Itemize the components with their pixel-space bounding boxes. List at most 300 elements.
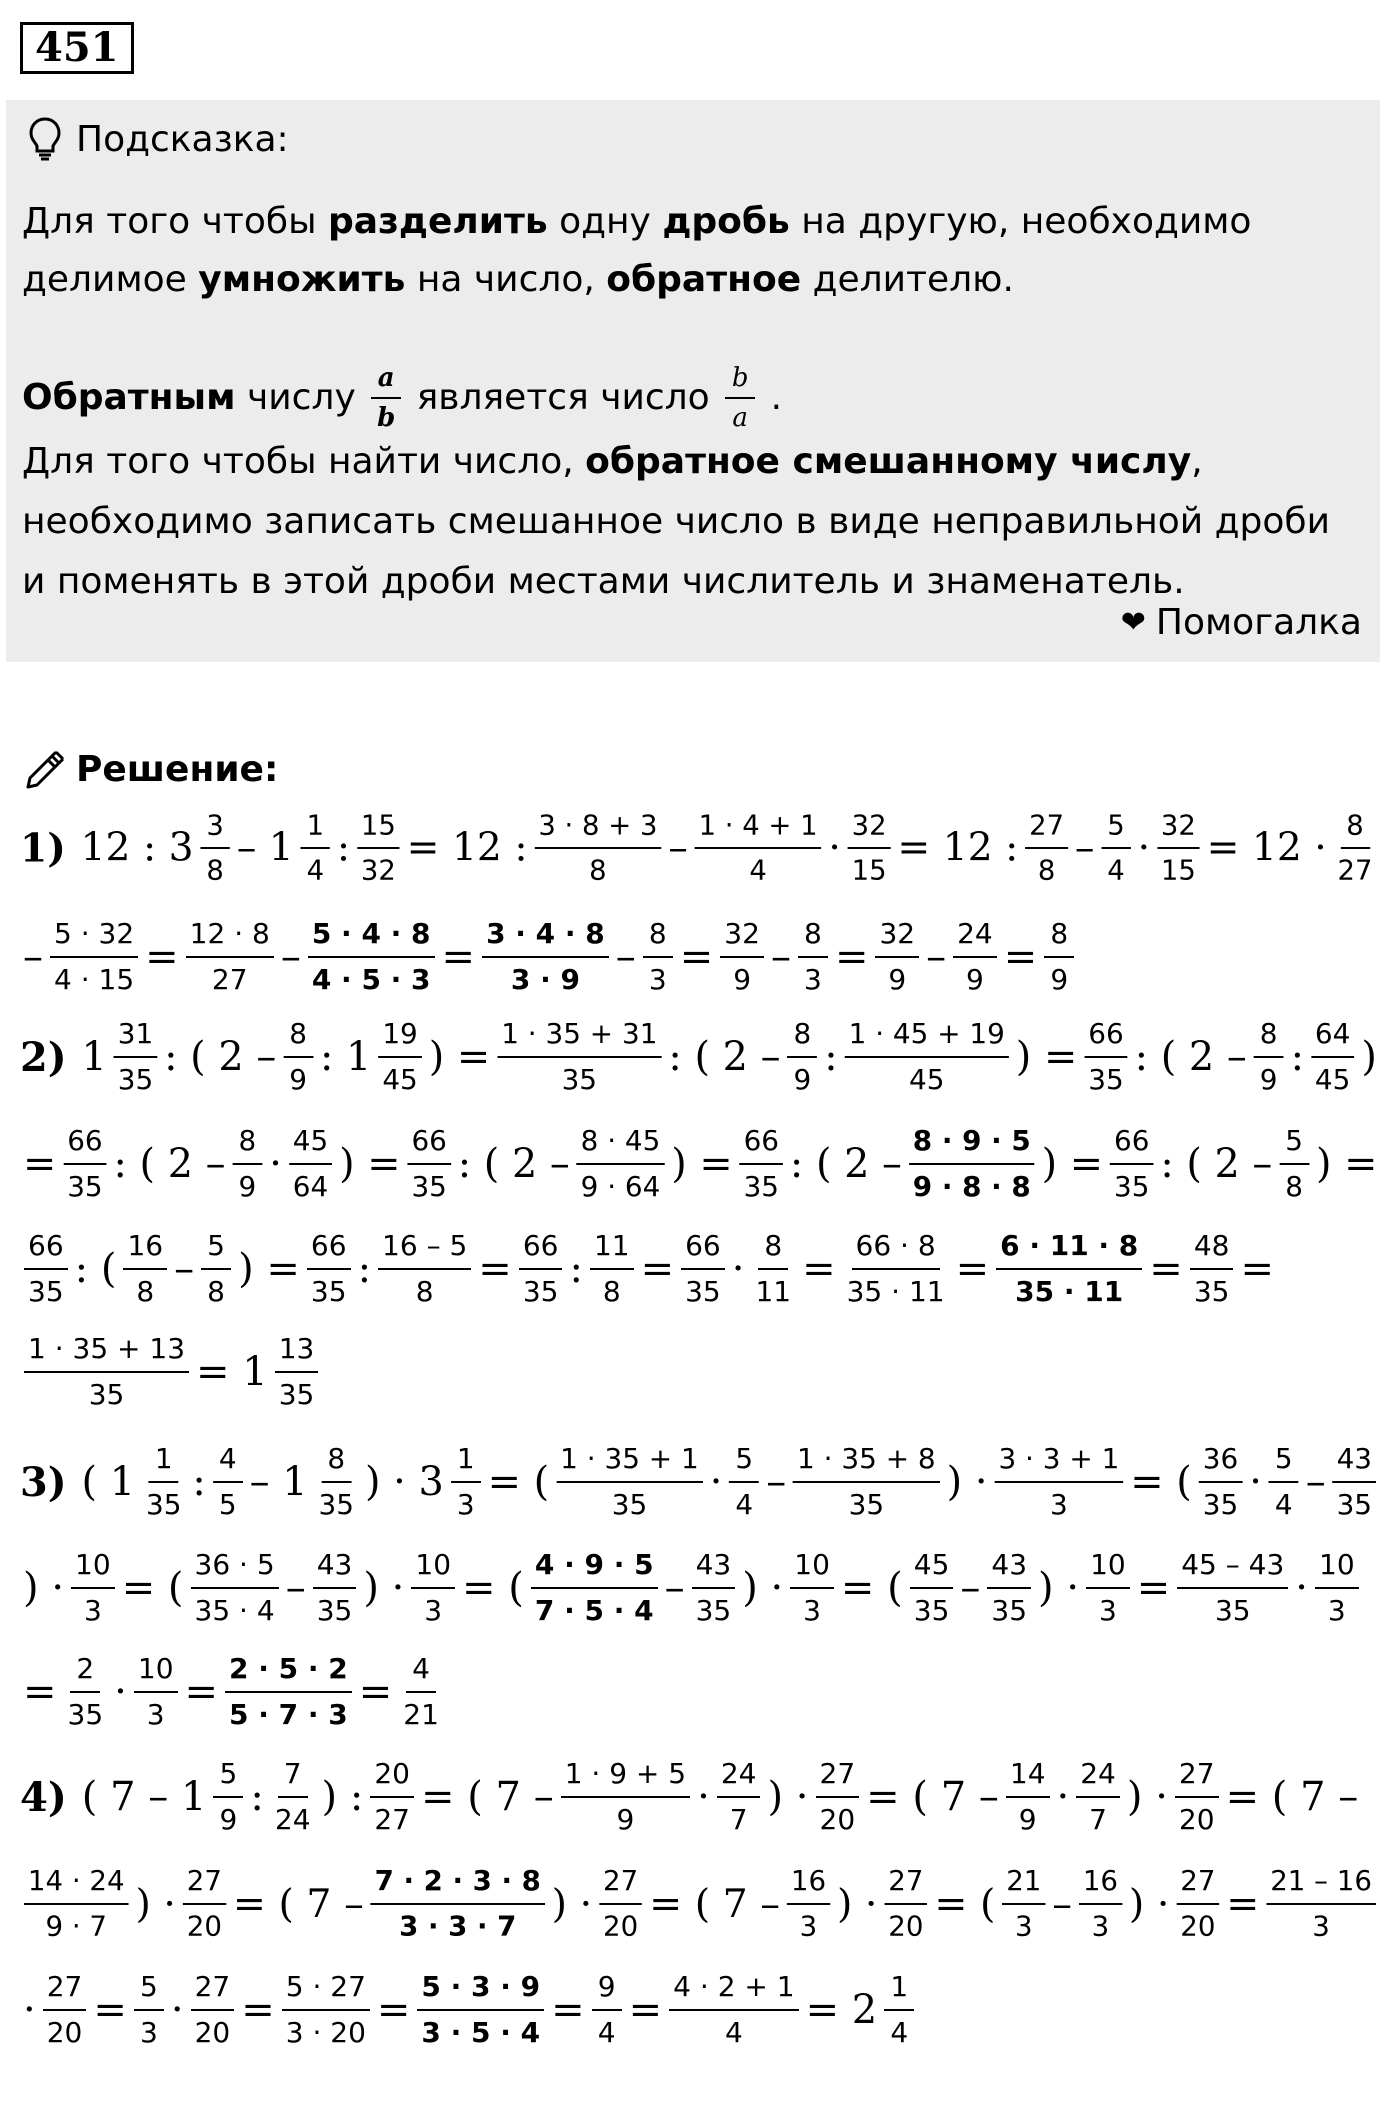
math-text: = ( 7 – xyxy=(1225,1774,1359,1820)
fraction xyxy=(289,1122,332,1205)
math-text: = xyxy=(93,1987,127,2033)
fraction xyxy=(1044,915,1074,999)
fraction xyxy=(24,1863,129,1946)
fraction-numerator: 4 · 9 · 5 xyxy=(531,1546,658,1589)
math-text: · xyxy=(709,1459,723,1505)
fraction-denominator: 27 xyxy=(374,1803,410,1836)
math-text: ) · xyxy=(135,1881,176,1927)
fraction-numerator: 21 – 16 xyxy=(1266,1863,1376,1905)
fraction-numerator: 45 xyxy=(910,1546,954,1589)
math-text: – xyxy=(1305,1459,1326,1505)
fraction-numerator: 8 xyxy=(1044,915,1074,958)
fraction xyxy=(643,915,673,999)
fraction-denominator: 4 xyxy=(890,2016,909,2049)
math-text: = 12 · xyxy=(1206,825,1327,871)
fraction-numerator: 1 · 35 + 13 xyxy=(24,1330,189,1373)
fraction-denominator: 9 xyxy=(238,1169,257,1203)
fraction-denominator: 20 xyxy=(46,2016,83,2049)
math-text: = xyxy=(23,1669,57,1715)
fraction-numerator: 4 · 2 + 1 xyxy=(669,1968,798,2011)
fraction-denominator: 4 · 15 xyxy=(54,963,135,996)
fraction-numerator: 1 · 45 + 19 xyxy=(845,1015,1009,1058)
fraction xyxy=(1334,807,1377,889)
fraction-numerator: 1 · 35 + 31 xyxy=(497,1015,661,1058)
fraction-denominator: 35 xyxy=(991,1594,1028,1627)
fraction-denominator: 8 xyxy=(1037,853,1056,887)
task-number: 451 xyxy=(20,22,134,74)
fraction xyxy=(308,915,435,999)
fraction-denominator: 15 xyxy=(1160,853,1196,887)
solution-line xyxy=(20,1650,447,1734)
fraction-numerator: 27 xyxy=(884,1863,927,1905)
fraction-denominator: 20 xyxy=(819,1803,856,1836)
hint-paragraph-3 xyxy=(22,362,782,434)
math-text: – xyxy=(23,934,43,980)
fraction-denominator: 9 xyxy=(616,1803,635,1836)
fraction-denominator: 3 · 9 xyxy=(510,963,580,996)
fraction-denominator: 35 xyxy=(1193,1275,1230,1308)
fraction-denominator: 5 · 7 · 3 xyxy=(229,1698,348,1731)
fraction-numerator: 66 xyxy=(407,1122,450,1165)
fraction xyxy=(313,1546,357,1630)
fraction xyxy=(751,1227,795,1311)
fraction xyxy=(275,1330,319,1414)
fraction-denominator: 35 xyxy=(743,1169,779,1203)
brand-label xyxy=(1121,602,1362,643)
fraction-numerator: 10 xyxy=(1315,1546,1359,1589)
hint-paragraph-4 xyxy=(22,432,1203,492)
fraction xyxy=(793,1440,940,1524)
solution-header xyxy=(22,746,278,792)
fraction xyxy=(482,915,609,999)
fraction-numerator: 66 xyxy=(681,1227,725,1270)
math-text: = xyxy=(22,1141,57,1187)
fraction-denominator: 3 xyxy=(803,1594,821,1627)
hint-text: . xyxy=(759,377,783,418)
fraction-numerator: 5 xyxy=(1101,807,1130,849)
math-text: : ( 2 – xyxy=(668,1034,781,1080)
fraction-numerator: 66 xyxy=(307,1227,351,1270)
fraction xyxy=(577,1122,665,1205)
hint-text: является число xyxy=(405,377,722,418)
fraction-numerator: 45 – 43 xyxy=(1177,1546,1288,1589)
fraction-denominator: 35 xyxy=(561,1062,598,1096)
fraction-denominator: 9 xyxy=(733,963,752,996)
fraction-numerator: 8 xyxy=(321,1440,351,1483)
math-text: = xyxy=(955,1246,990,1292)
fraction-numerator: 7 · 2 · 3 · 8 xyxy=(371,1863,545,1905)
fraction xyxy=(953,915,997,999)
fraction-numerator: 8 xyxy=(798,915,828,958)
fraction-denominator: 24 xyxy=(274,1803,311,1836)
fraction xyxy=(213,1440,243,1524)
math-text: : xyxy=(192,1459,206,1505)
fraction-numerator: 10 xyxy=(790,1546,834,1589)
math-text: 12 : 3 xyxy=(80,825,194,871)
fraction xyxy=(24,1330,189,1414)
math-text: · xyxy=(1295,1565,1309,1611)
fraction-denominator: 35 xyxy=(1336,1487,1373,1521)
math-text: = xyxy=(679,934,714,980)
math-text: – xyxy=(960,1565,981,1611)
fraction-numerator: 10 xyxy=(71,1546,115,1589)
math-text: · xyxy=(114,1669,127,1715)
fraction-numerator: 66 xyxy=(1110,1122,1153,1165)
fraction-denominator: 15 xyxy=(851,853,887,887)
fraction xyxy=(1101,807,1130,889)
math-text: ) = xyxy=(671,1141,733,1187)
fraction-denominator: 20 xyxy=(1180,1909,1216,1943)
fraction xyxy=(534,807,661,889)
math-text: · xyxy=(1137,825,1151,871)
fraction xyxy=(599,1863,642,1946)
math-text: – xyxy=(668,825,688,871)
math-text: = xyxy=(376,1987,411,2033)
fraction-denominator: 35 xyxy=(1202,1487,1239,1521)
brand-text: Помогалка xyxy=(1155,602,1362,643)
hint-term: обратное смешанному числу xyxy=(585,441,1192,482)
fraction-numerator: 4 xyxy=(213,1440,243,1483)
fraction-numerator: 48 xyxy=(1190,1227,1234,1270)
fraction xyxy=(987,1546,1031,1630)
math-text: = ( xyxy=(462,1565,524,1611)
fraction xyxy=(848,807,891,889)
math-text: : ( xyxy=(74,1246,117,1292)
fraction xyxy=(729,1440,759,1524)
fraction-denominator: 3 xyxy=(1098,1594,1117,1627)
fraction xyxy=(1079,1863,1122,1946)
math-text: ) = xyxy=(238,1246,300,1292)
math-text: · xyxy=(269,1141,282,1187)
fraction-denominator: 35 · 11 xyxy=(846,1275,945,1308)
fraction xyxy=(692,1546,736,1630)
math-text: : ( 2 – xyxy=(789,1141,902,1187)
math-text: : ( 2 – xyxy=(1160,1141,1273,1187)
fraction-denominator: 4 xyxy=(1107,853,1125,887)
fraction-numerator: 16 xyxy=(123,1227,167,1270)
fraction xyxy=(1190,1227,1234,1311)
fraction-denominator: 35 xyxy=(1214,1594,1251,1627)
fraction xyxy=(191,1546,279,1630)
fraction-denominator: 20 xyxy=(186,1909,222,1943)
fraction xyxy=(1269,1440,1299,1524)
fraction xyxy=(531,1546,658,1630)
math-text: : ( 2 – xyxy=(164,1034,277,1080)
math-text: ) · xyxy=(742,1565,784,1611)
fraction-numerator: 66 xyxy=(24,1227,68,1270)
fraction xyxy=(994,1440,1123,1524)
fraction-numerator: 8 xyxy=(232,1122,262,1165)
fraction-denominator: 35 xyxy=(28,1275,64,1308)
fraction-numerator: 5 · 4 · 8 xyxy=(308,915,435,958)
fraction-denominator: 5 xyxy=(218,1487,237,1521)
fraction-denominator: 35 xyxy=(695,1594,732,1627)
fraction-numerator: 5 xyxy=(213,1755,243,1798)
fraction-numerator: 3 xyxy=(200,807,229,849)
fraction xyxy=(787,1863,830,1946)
math-text: = xyxy=(1226,1881,1260,1927)
math-text: = ( xyxy=(1130,1459,1192,1505)
fraction-denominator: 35 xyxy=(88,1378,125,1411)
fraction xyxy=(497,1015,661,1099)
fraction-numerator: 2 xyxy=(70,1650,100,1693)
fraction-numerator: 1 · 35 + 8 xyxy=(793,1440,940,1483)
math-text: : 1 xyxy=(320,1034,372,1080)
math-text: – 1 xyxy=(249,1459,308,1505)
fraction xyxy=(183,1863,226,1946)
hint-title: Подсказка: xyxy=(76,118,289,160)
fraction-numerator: 14 xyxy=(1006,1755,1050,1798)
fraction-denominator: 64 xyxy=(292,1169,329,1203)
fraction-denominator: 8 xyxy=(415,1275,434,1308)
fraction-denominator: 45 xyxy=(382,1062,418,1096)
fraction-numerator: 5 xyxy=(729,1440,759,1483)
fraction-denominator: 4 xyxy=(597,2016,616,2049)
hint-term: умножить xyxy=(198,259,406,300)
fraction xyxy=(123,1227,167,1311)
fraction-numerator: 27 xyxy=(1025,807,1068,849)
fraction xyxy=(720,915,764,999)
fraction xyxy=(996,1227,1142,1311)
fraction-numerator: 3 · 4 · 8 xyxy=(482,915,609,958)
fraction xyxy=(1176,1863,1219,1946)
math-text: ) · xyxy=(767,1774,809,1820)
fraction xyxy=(371,1863,545,1946)
math-text: · xyxy=(697,1774,710,1820)
fraction-denominator: 27 xyxy=(1337,853,1373,887)
hint-text: числу xyxy=(235,377,368,418)
fraction-numerator: 27 xyxy=(183,1863,226,1905)
math-text: = 12 : xyxy=(406,825,528,871)
task-part-label: 3) xyxy=(20,1458,67,1506)
lightbulb-icon xyxy=(28,116,62,162)
math-text: – xyxy=(1074,825,1095,871)
fraction-numerator: 16 – 5 xyxy=(378,1227,471,1270)
fraction xyxy=(307,1227,351,1311)
hint-text: делителю. xyxy=(801,259,1014,300)
math-text: : xyxy=(336,825,351,871)
fraction-denominator: 35 · 4 xyxy=(194,1594,275,1627)
math-text: – xyxy=(615,934,636,980)
hint-text: Для того чтобы xyxy=(22,201,328,242)
fraction xyxy=(370,1755,414,1839)
fraction-numerator: 1 xyxy=(884,1968,914,2011)
fraction-denominator: 3 xyxy=(424,1594,443,1627)
fraction-numerator: 64 xyxy=(1311,1015,1354,1058)
fraction-denominator: 9 xyxy=(1259,1062,1278,1096)
math-text: · xyxy=(23,1987,36,2033)
fraction-numerator: 14 · 24 xyxy=(24,1863,129,1905)
math-text: – 1 xyxy=(236,825,294,871)
fraction-numerator: 27 xyxy=(1176,1863,1219,1905)
fraction-numerator: 24 xyxy=(953,915,997,958)
fraction-numerator: 8 · 45 xyxy=(577,1122,665,1165)
fraction-denominator: 4 xyxy=(724,2016,743,2049)
fraction-denominator: 9 xyxy=(1050,963,1069,996)
fraction-numerator: 9 xyxy=(592,1968,622,2011)
fraction-denominator: 3 xyxy=(799,1909,818,1943)
fraction-numerator: 36 · 5 xyxy=(191,1546,279,1589)
fraction-denominator: 3 xyxy=(83,1594,102,1627)
fraction-numerator: 1 xyxy=(451,1440,481,1483)
fraction xyxy=(843,1227,949,1311)
math-text: = xyxy=(640,1246,675,1292)
math-text: · xyxy=(1056,1774,1070,1820)
math-text: – xyxy=(1052,1881,1072,1927)
fraction xyxy=(411,1546,455,1630)
fraction-numerator: 13 xyxy=(275,1330,319,1373)
math-text: = xyxy=(145,934,179,980)
hint-term: обратное xyxy=(606,259,802,300)
fraction-numerator: 32 xyxy=(848,807,891,849)
fraction-numerator: 27 xyxy=(599,1863,642,1905)
fraction-denominator: 3 · 20 xyxy=(285,2016,366,2049)
fraction xyxy=(884,1863,927,1946)
fraction xyxy=(1076,1755,1120,1839)
fraction-numerator: 32 xyxy=(1157,807,1200,849)
fraction-denominator: 7 · 5 · 4 xyxy=(534,1594,654,1627)
fraction-denominator: 35 xyxy=(685,1275,721,1308)
fraction xyxy=(695,807,822,889)
fraction-denominator: 9 · 7 xyxy=(45,1909,108,1943)
fraction-denominator: 9 · 8 · 8 xyxy=(912,1169,1031,1203)
fraction-numerator: 43 xyxy=(313,1546,357,1589)
fraction-numerator: 8 xyxy=(787,1015,817,1058)
fraction xyxy=(875,915,919,999)
fraction-denominator: 35 xyxy=(411,1169,447,1203)
fraction xyxy=(910,1546,954,1630)
math-text: ) = xyxy=(1041,1141,1104,1187)
fraction-denominator: 35 xyxy=(145,1487,182,1521)
fraction-denominator: 4 xyxy=(735,1487,754,1521)
fraction-denominator: 9 xyxy=(289,1062,307,1096)
fraction-denominator: 8 xyxy=(207,1275,225,1308)
fraction-denominator: 3 · 5 · 4 xyxy=(421,2016,541,2049)
solution-title: Решение: xyxy=(76,748,279,790)
fraction xyxy=(1086,1546,1130,1630)
fraction-denominator: 3 xyxy=(804,963,822,996)
fraction xyxy=(519,1227,563,1311)
fraction-numerator: 27 xyxy=(816,1755,860,1798)
hint-text: на другую, необходимо xyxy=(789,201,1252,242)
fraction xyxy=(717,1755,761,1839)
fraction-numerator: 8 xyxy=(758,1227,788,1270)
fraction-a-b: a b xyxy=(371,362,401,434)
math-text: = xyxy=(441,934,476,980)
fraction-denominator: 35 xyxy=(117,1062,154,1096)
hint-term: дробь xyxy=(662,201,790,242)
fraction-denominator: 4 · 5 · 3 xyxy=(311,963,431,996)
fraction-denominator: 7 xyxy=(1089,1803,1107,1836)
fraction-denominator: 32 xyxy=(360,853,396,887)
math-text: · xyxy=(170,1987,184,2033)
fraction-denominator: 35 xyxy=(67,1169,103,1203)
fraction-denominator: 3 xyxy=(1091,1909,1110,1943)
math-text: · xyxy=(1249,1459,1262,1505)
fraction-numerator: 45 xyxy=(289,1122,332,1165)
math-text: ) · xyxy=(1126,1774,1168,1820)
fraction-denominator: 3 xyxy=(1015,1909,1033,1943)
fraction-denominator: 9 xyxy=(793,1062,812,1096)
fraction xyxy=(451,1440,481,1524)
math-text: ) · 3 xyxy=(364,1459,444,1505)
math-text: ) = xyxy=(339,1141,401,1187)
fraction-denominator: 20 xyxy=(194,2016,231,2049)
fraction-numerator: 5 · 3 · 9 xyxy=(417,1968,544,2011)
math-text: ) = xyxy=(428,1034,491,1080)
fraction-denominator: 35 xyxy=(310,1275,347,1308)
fraction-numerator: 3 · 3 + 1 xyxy=(994,1440,1123,1483)
fraction xyxy=(191,1968,235,2052)
fraction-numerator: 66 xyxy=(740,1122,783,1165)
fraction-numerator: 10 xyxy=(411,1546,455,1589)
fraction xyxy=(1157,807,1200,889)
math-text: – xyxy=(664,1565,685,1611)
math-text: – xyxy=(770,934,791,980)
fraction xyxy=(315,1440,358,1524)
fraction xyxy=(1199,1440,1242,1524)
solution-line xyxy=(20,1330,322,1414)
fraction-denominator: 3 xyxy=(1312,1909,1330,1943)
fraction xyxy=(50,915,138,999)
fraction xyxy=(787,1015,817,1099)
fraction-numerator: 43 xyxy=(1333,1440,1376,1483)
fraction-numerator: 27 xyxy=(191,1968,235,2011)
fraction xyxy=(134,1650,178,1734)
fraction xyxy=(1084,1015,1127,1099)
fraction-numerator: 11 xyxy=(590,1227,634,1270)
fraction-numerator: 24 xyxy=(717,1755,761,1798)
math-text: ( 1 xyxy=(81,1459,136,1505)
fraction xyxy=(845,1015,1009,1099)
math-text: ) : xyxy=(321,1774,364,1820)
fraction xyxy=(282,1968,370,2052)
fraction xyxy=(114,1015,157,1099)
solution-line xyxy=(20,1122,1380,1205)
math-text: = xyxy=(478,1246,512,1292)
fraction-numerator: 16 xyxy=(1079,1863,1122,1905)
heart-icon: ❤ xyxy=(1120,605,1146,640)
task-part-label: 1) xyxy=(20,824,66,872)
fraction xyxy=(301,807,330,889)
fraction-numerator: 66 xyxy=(63,1122,106,1165)
fraction-denominator: 8 xyxy=(589,853,607,887)
math-text: · xyxy=(731,1246,745,1292)
fraction-numerator: 7 xyxy=(278,1755,308,1798)
fraction-numerator: 36 xyxy=(1199,1440,1242,1483)
fraction-numerator: 8 xyxy=(1254,1015,1284,1058)
math-text: = xyxy=(1003,934,1038,980)
fraction-denominator: 8 xyxy=(206,853,224,887)
fraction xyxy=(1006,1755,1050,1839)
fraction xyxy=(200,807,229,889)
hint-text: , xyxy=(1191,441,1203,482)
hint-term: разделить xyxy=(327,201,548,242)
hint-text: делимое xyxy=(22,259,199,300)
math-text: = xyxy=(241,1987,275,2033)
fraction-numerator: 24 xyxy=(1076,1755,1120,1798)
fraction-numerator: 10 xyxy=(1086,1546,1130,1589)
fraction xyxy=(1002,1863,1045,1946)
hint-term: Обратным xyxy=(22,377,236,418)
fraction-numerator: 2 · 5 · 2 xyxy=(225,1650,352,1693)
fraction-numerator: 1 · 4 + 1 xyxy=(695,807,822,849)
fraction xyxy=(1279,1122,1309,1205)
math-text: = ( xyxy=(840,1565,903,1611)
math-text: ( 7 – 1 xyxy=(81,1774,207,1820)
fraction-denominator: 3 xyxy=(139,2016,158,2049)
fraction-denominator: 35 xyxy=(1088,1062,1124,1096)
